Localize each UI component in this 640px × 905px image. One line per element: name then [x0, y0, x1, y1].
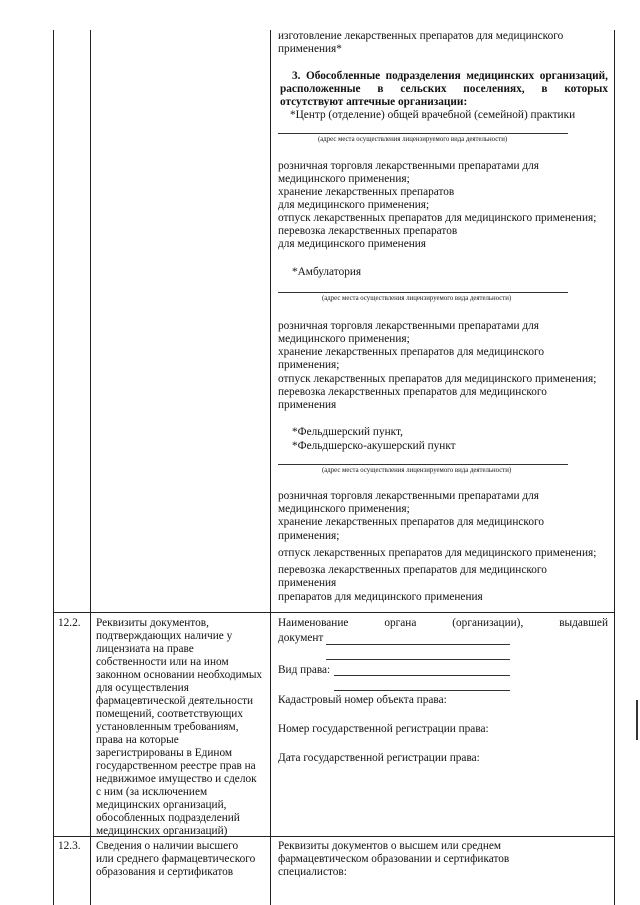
row-number: 12.2. — [58, 617, 81, 629]
description-line: недвижимое имущество и сделок — [96, 773, 257, 785]
description-line: собственности или на ином — [96, 656, 229, 668]
activity-line: медицинского применения; — [278, 503, 410, 515]
activity-line: хранение лекарственных препаратов для медицинского — [278, 346, 544, 358]
activity-line: перевозка лекарственных препаратов для медицинского — [278, 564, 547, 576]
field-label: Вид права: — [278, 664, 331, 676]
description-line: Реквизиты документов, — [96, 617, 209, 629]
heading-line: 3. Обособленные подразделения медицинских организаций, — [292, 70, 608, 82]
activity-line: применения — [278, 399, 337, 411]
table-left-border — [53, 30, 54, 905]
description-line: лицензиата на праве — [96, 643, 194, 655]
description-line: подтверждающих наличие у — [96, 630, 233, 642]
activity-line: медицинского применения; — [278, 333, 410, 345]
field-label: документ — [278, 632, 324, 644]
activity-line: медицинского применения; — [278, 173, 410, 185]
address-caption: (адрес места осуществления лицензируемого вида деятельности) — [322, 295, 512, 302]
activity-line: хранение лекарственных препаратов для медицинского — [278, 516, 544, 528]
description-line: медицинских организаций, — [96, 799, 227, 811]
activity-line: перевозка лекарственных препаратов для медицинского — [278, 386, 547, 398]
activity-line: розничная торговля лекарственными препаратами для — [278, 490, 539, 502]
field-label: Номер государственной регистрации права: — [278, 723, 489, 735]
heading-line: расположенные в сельских поселениях, в которых — [280, 83, 608, 95]
right-type-input-line-2[interactable] — [334, 690, 510, 691]
details-line: фармацевтическом образовании и сертификатов — [278, 853, 510, 865]
address-underline — [278, 464, 568, 465]
field-label: Дата государственной регистрации права: — [278, 752, 480, 764]
description-line: установленным требованиям, — [96, 721, 239, 733]
address-caption: (адрес места осуществления лицензируемого вида деятельности) — [318, 136, 508, 143]
activity-line: отпуск лекарственных препаратов для медицинского применения; — [278, 373, 597, 385]
description-line: обособленных подразделений — [96, 812, 240, 824]
activity-line: применения; — [278, 359, 340, 371]
activity-line: применения; — [278, 530, 340, 542]
description-line: права на которые — [96, 734, 179, 746]
activity-line: розничная торговля лекарственными препаратами для — [278, 320, 539, 332]
table-col-divider-1 — [90, 30, 91, 905]
description-line: зарегистрированы в Едином — [96, 747, 233, 759]
description-line: для осуществления — [96, 682, 189, 694]
description-line: или среднего фармацевтического — [96, 853, 256, 865]
field-label: Наименование органа (организации), выдавшей — [278, 617, 608, 629]
activity-line: перевозка лекарственных препаратов — [278, 225, 458, 237]
activity-line: для медицинского применения; — [278, 199, 430, 211]
table-right-border — [614, 30, 615, 905]
scan-edge-mark — [636, 700, 638, 740]
address-caption: (адрес места осуществления лицензируемого вида деятельности) — [322, 467, 512, 474]
activity-line: препаратов для медицинского применения — [278, 591, 483, 603]
heading-line: отсутствуют аптечные организации: — [280, 96, 468, 108]
activity-line: хранение лекарственных препаратов — [278, 186, 455, 198]
details-line: специалистов: — [278, 866, 347, 878]
activity-line: отпуск лекарственных препаратов для медицинского применения; — [278, 547, 597, 559]
activity-line: применения — [278, 577, 337, 589]
issuer-input-line-2[interactable] — [326, 659, 510, 660]
facility-title: *Фельдшерско-акушерский пункт — [292, 440, 456, 452]
description-line: с ним (за исключением — [96, 786, 208, 798]
field-label: Кадастровый номер объекта права: — [278, 694, 447, 706]
issuer-input-line[interactable] — [326, 644, 510, 645]
table-col-divider-2 — [270, 30, 271, 905]
row-divider-12-2 — [53, 612, 615, 613]
description-line: Сведения о наличии высшего — [96, 840, 239, 852]
address-underline — [278, 133, 568, 134]
text-line: применения* — [278, 43, 342, 55]
text-line: изготовление лекарственных препаратов для медицинского — [278, 30, 564, 42]
activity-line: для медицинского применения — [278, 238, 427, 250]
address-underline — [278, 292, 568, 293]
description-line: фармацевтической деятельности — [96, 695, 254, 707]
details-line: Реквизиты документов о высшем или среднем — [278, 840, 502, 852]
activity-line: розничная торговля лекарственными препаратами для — [278, 160, 539, 172]
description-line: помещений, соответствующих — [96, 708, 243, 720]
facility-title: *Фельдшерский пункт, — [292, 426, 403, 438]
description-line: медицинских организаций) — [96, 825, 228, 837]
facility-title: *Амбулатория — [292, 266, 362, 278]
facility-title: *Центр (отделение) общей врачебной (семейной) практики — [290, 109, 576, 121]
description-line: образования и сертификатов — [96, 866, 234, 878]
row-number: 12.3. — [58, 840, 81, 852]
description-line: государственном реестре прав на — [96, 760, 256, 772]
activity-line: отпуск лекарственных препаратов для медицинского применения; — [278, 212, 597, 224]
right-type-input-line[interactable] — [334, 675, 510, 676]
description-line: законном основании необходимых — [96, 669, 263, 681]
